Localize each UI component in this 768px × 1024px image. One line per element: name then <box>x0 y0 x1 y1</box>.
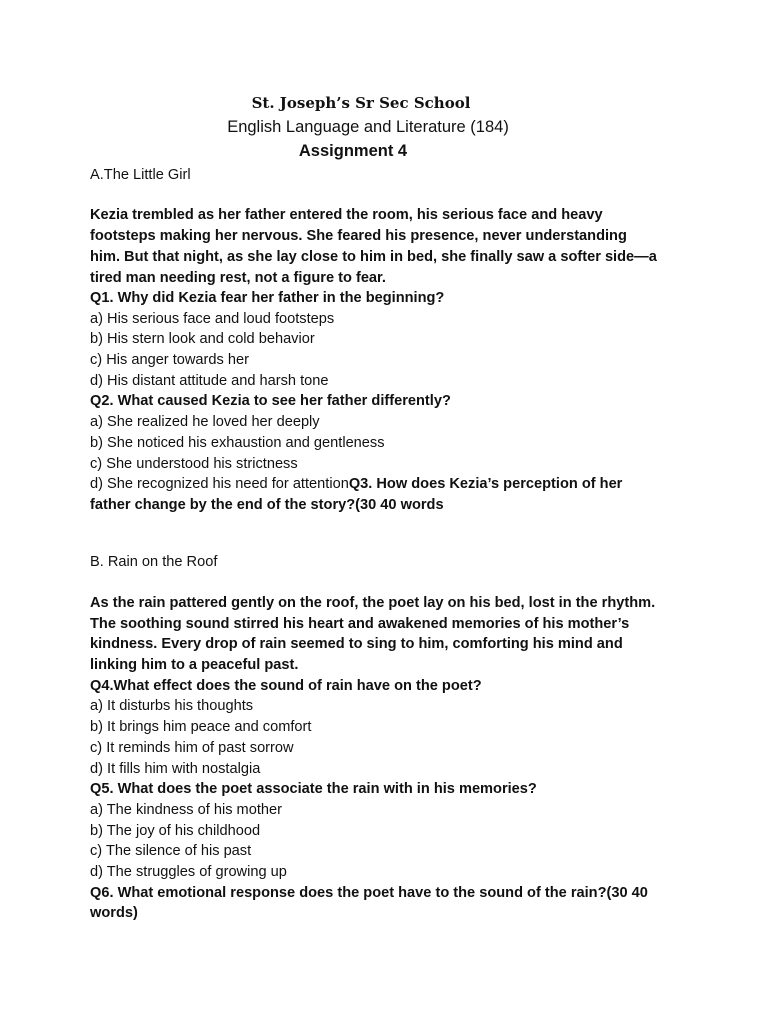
section-a-title: A.The Little Girl <box>90 167 191 183</box>
q4-option-b: b) It brings him peace and comfort <box>90 719 312 735</box>
passage-b-line-3: kindness. Every drop of rain seemed to sing to him, comforting his mind and <box>90 636 623 652</box>
passage-a-line-4: tired man needing rest, not a figure to fear. <box>90 270 386 286</box>
q3-question-part1: Q3. How does Kezia’s perception of her <box>348 476 623 492</box>
q5-question: Q5. What does the poet associate the rain with in his memories? <box>90 781 537 797</box>
q5-option-d: d) The struggles of growing up <box>90 864 287 880</box>
q3-question-part2: father change by the end of the story?(30 40 words <box>90 497 444 513</box>
q2-option-c: c) She understood his strictness <box>90 456 298 472</box>
q1-option-a: a) His serious face and loud footsteps <box>90 311 335 327</box>
q2-option-d: d) She recognized his need for attention <box>90 476 349 492</box>
q5-option-a: a) The kindness of his mother <box>90 802 282 818</box>
passage-b-line-2: The soothing sound stirred his heart and awakened memories of his mother’s <box>90 616 630 632</box>
q4-option-a: a) It disturbs his thoughts <box>90 698 254 714</box>
subject-title: English Language and Literature (184) <box>227 118 509 136</box>
q4-option-d: d) It fills him with nostalgia <box>90 761 261 777</box>
passage-b-line-1: As the rain pattered gently on the roof, the poet lay on his bed, lost in the rhythm. <box>90 595 656 611</box>
q1-option-b: b) His stern look and cold behavior <box>90 331 315 347</box>
section-b-title: B. Rain on the Roof <box>90 554 218 570</box>
q2-option-a: a) She realized he loved her deeply <box>90 414 320 430</box>
q2-option-d-with-q3 <box>90 474 622 494</box>
q5-option-c: c) The silence of his past <box>90 843 252 859</box>
assignment-title: Assignment 4 <box>298 142 408 160</box>
q1-option-c: c) His anger towards her <box>90 352 249 368</box>
q1-option-d: d) His distant attitude and harsh tone <box>90 373 329 389</box>
passage-a-line-1: Kezia trembled as her father entered the room, his serious face and heavy <box>90 207 603 223</box>
q2-question: Q2. What caused Kezia to see her father differently? <box>90 393 451 409</box>
q4-option-c: c) It reminds him of past sorrow <box>90 740 294 756</box>
school-name: St. Joseph’s Sr Sec School <box>251 94 471 112</box>
q2-option-b: b) She noticed his exhaustion and gentleness <box>90 435 385 451</box>
q5-option-b: b) The joy of his childhood <box>90 823 261 839</box>
q6-question-line-1: Q6. What emotional response does the poet have to the sound of the rain?(30 40 <box>90 885 648 901</box>
passage-a-line-3: him. But that night, as she lay close to him in bed, she finally saw a softer side—a <box>90 249 657 265</box>
q1-question: Q1. Why did Kezia fear her father in the beginning? <box>90 290 445 306</box>
passage-b-line-4: linking him to a peaceful past. <box>90 657 299 673</box>
passage-a-line-2: footsteps making her nervous. She feared his presence, never understanding <box>90 228 627 244</box>
q6-question-line-2: words) <box>90 905 138 921</box>
q4-question: Q4.What effect does the sound of rain have on the poet? <box>90 678 482 694</box>
